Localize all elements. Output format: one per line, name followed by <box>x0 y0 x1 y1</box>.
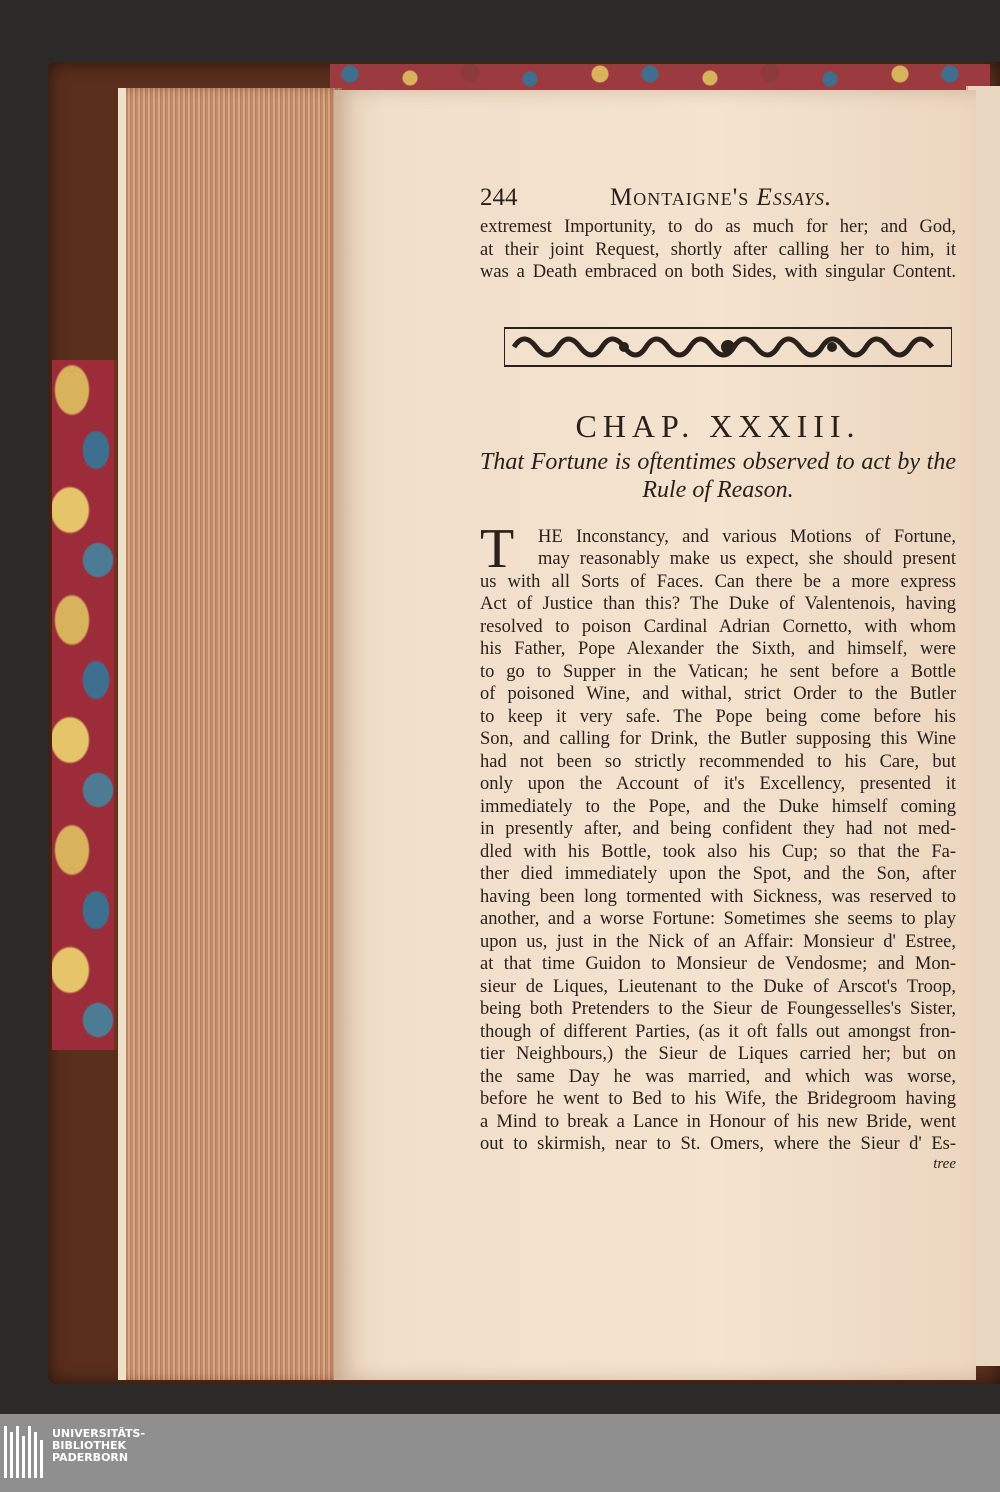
text-line: tier Neighbours,) the Sieur de Liques carried her; but on <box>480 1044 956 1064</box>
text-line: only upon the Account of it's Excellency, presented it <box>480 774 956 794</box>
running-head <box>480 180 956 216</box>
text-line: Son, and calling for Drink, the Butler supposing this Wine <box>480 729 956 749</box>
intro-paragraph <box>480 216 956 284</box>
running-title-italic: Essays. <box>756 184 833 211</box>
text-line: in presently after, and being confident they had not med- <box>480 819 956 839</box>
text-line: Act of Justice than this? The Duke of Valentenois, having <box>480 594 956 614</box>
text-line: at their joint Request, shortly after calling her to him, it <box>480 239 956 260</box>
text-line: was a Death embraced on both Sides, with singular Content. <box>480 262 956 282</box>
chapter-body <box>480 517 956 1156</box>
page-number: 244 <box>480 184 518 211</box>
marbled-endpaper-top <box>330 64 990 92</box>
marbled-board-side <box>52 360 117 1050</box>
library-line1: UNIVERSITÄTS- <box>52 1427 146 1440</box>
text-line: having been long tormented with Sickness, was reserved to <box>480 886 956 907</box>
text-line: sieur de Liques, Lieutenant to the Duke of Arscot's Troop, <box>480 976 956 997</box>
running-title <box>610 184 832 212</box>
text-line: another, and a worse Fortune: Sometimes she seems to play <box>480 909 956 929</box>
text-line: resolved to poison Cardinal Adrian Cornetto, with whom <box>480 616 956 637</box>
text-line: at that time Guidon to Monsieur de Vendosme; and Mon- <box>480 954 956 974</box>
text-line: before he went to Bed to his Wife, the Bridegroom having <box>480 1089 956 1109</box>
ornament-band-icon <box>504 326 952 368</box>
library-logo-icon <box>4 1426 44 1478</box>
chapter-subtitle-line2: Rule of Reason. <box>642 476 794 503</box>
text-line: of poisoned Wine, and withal, strict Order to the Butler <box>480 684 956 704</box>
text-line: upon us, just in the Nick of an Affair: Monsieur d' Estree, <box>480 931 956 952</box>
text-line: though of different Parties, (as it oft falls out amongst fron- <box>480 1021 956 1042</box>
text-line: out to skirmish, near to St. Omers, where the Sieur d' Es- <box>480 1134 956 1154</box>
library-name <box>52 1428 145 1464</box>
text-line: being both Pretenders to the Sieur de Foungesselles's Sister, <box>480 999 956 1019</box>
text-line: the same Day he was married, and which was worse, <box>480 1066 956 1087</box>
chapter-title: CHAP. XXXIII. <box>575 407 861 444</box>
text-line: had not been so strictly recommended to his Care, but <box>480 751 956 772</box>
text-line: ther died immediately upon the Spot, and the Son, after <box>480 864 956 884</box>
text-line: a Mind to break a Lance in Honour of his new Bride, went <box>480 1111 956 1132</box>
catchword: tree <box>933 1155 956 1172</box>
text-line: may reasonably make us expect, she should present <box>538 549 956 569</box>
text-line: extremest Importunity, to do as much for her; and God, <box>480 217 956 237</box>
text-line: immediately to the Pope, and the Duke himself coming <box>480 796 956 817</box>
library-line2: BIBLIOTHEK <box>52 1439 127 1452</box>
text-line: HE Inconstancy, and various Motions of Fortune, <box>538 526 956 547</box>
library-footer <box>0 1414 1000 1492</box>
text-line: dled with his Bottle, took also his Cup; so that the Fa- <box>480 841 956 862</box>
text-line: to keep it very safe. The Pope being come before his <box>480 706 956 727</box>
drop-cap: T <box>480 517 515 580</box>
text-line: us with all Sorts of Faces. Can there be a more express <box>480 571 956 592</box>
text-line: to go to Supper in the Vatican; he sent before a Bottle <box>480 661 956 682</box>
page-fore-edge <box>118 88 342 1380</box>
chapter-subtitle-line1: That Fortune is oftentimes observed to act by the <box>480 448 956 475</box>
library-line3: PADERBORN <box>52 1451 129 1464</box>
chapter-subtitle <box>480 448 956 504</box>
page-text-block <box>480 180 956 1174</box>
running-title-main: Montaigne's <box>610 184 750 211</box>
text-line: his Father, Pope Alexander the Sixth, and himself, were <box>480 639 956 659</box>
